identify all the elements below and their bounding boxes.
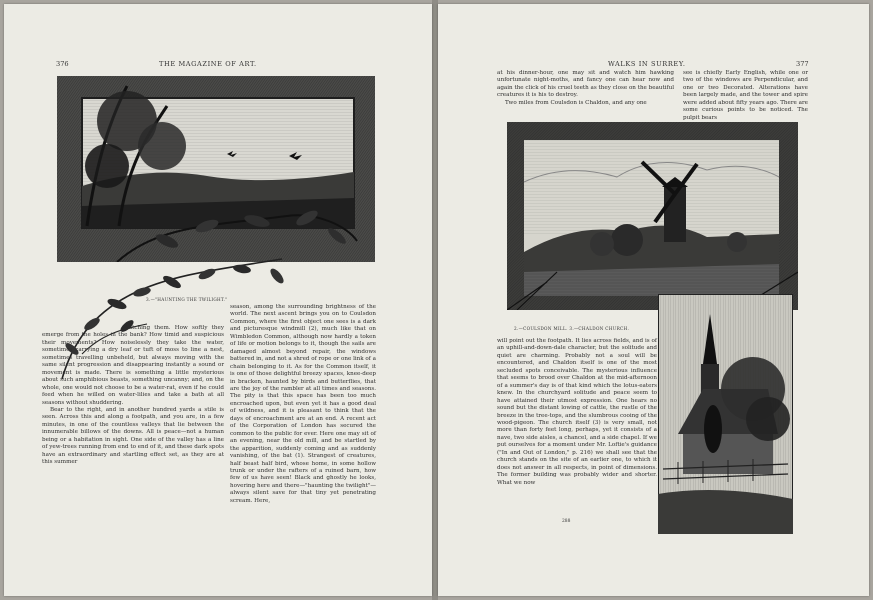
top-left-text	[497, 70, 674, 107]
twilight-engraving	[57, 76, 375, 262]
column-left-text	[42, 325, 224, 467]
left-page	[4, 4, 432, 596]
paragraph: watching them. How softly they emerge from the holes in the bank? How timid and suspicious their movements? How noiselessly they take the water, sometimes carrying a dry leaf or tuft of moss to line a nest, sometimes travelling unbeheld, but always moving with the same silent progression and disappearing instantly a sound or movement is made. There is something a little mysterious about such amphibious beasts, something uncanny; and, on the whole, one would not choose to be a water-rat, even if he could feed when he willed on water-lilies and take a bath at all seasons without shuddering.	[42, 325, 224, 406]
figure-caption-left: 3.—"HAUNTING THE TWILIGHT."	[146, 297, 228, 302]
paragraph: see is chiefly Early English, while one or two of the windows are Perpendicular, and one or two Decorated. Alterations have been largely made, and the tower and spire were added about fifty years ago. There are some curious points to be noticed. The pulpit bears	[683, 70, 808, 121]
church-engraving	[658, 294, 793, 534]
running-head-right: WALKS IN SURREY.	[608, 60, 686, 68]
page-number-right: 377	[796, 60, 809, 68]
right-page	[438, 4, 869, 596]
running-head-left: THE MAGAZINE OF ART.	[159, 60, 257, 68]
paragraph: season, among the surrounding brightness of the world. The next ascent brings you on to Coulsdon Common, where the first object one sees is a dark and picturesque windmill (2), much like that on Wimbledon Common, although now hardly a token of life or motion belongs to it, though the sails are damaged almost beyond repair, the windows battered in, and not a shred of rope or one link of a chain belonging to it. As for the Common itself, it is one of those delightful breezy spaces, knee-deep in bracken, haunted by birds and butterflies, that are the joy of the rambler at all times and seasons. The pity is that this space has been too much encroached upon, but even yet it has a good deal of wildness, and it is pleasant to think that the days of encroachment are at an end. A recent act of the Corporation of London has secured the common to the public for ever. Here one may sit of an evening, near the old mill, and be startled by the apparition, suddenly coming and as suddenly vanishing, of the bat (1). Strangest of creatures, half beast half bird, whose home, in some hollow trunk or under the rafters of a ruined barn, how few of us have seen! Black and ghostly he looks, hovering here and there—"haunting the twilight"—always silent save for that tiny yet penetrating scream. Here,	[230, 304, 376, 504]
paragraph: will point out the footpath. It lies across fields, and is of an uphill-and-down-dale character, but the solitude and quiet are charming. Probably not a soul will be encountered, and Chaldon itself is one of the most secluded spots conceivable. The mysterious influence that seems to brood over Chaldon at the mid-afternoon of a summer's day is of that kind which the lotus-eaters knew. In the churchyard solitude and peace seem to have attained their utmost expression. One hears no sound but the distant lowing of cattle, the rustle of the breeze in the tree-tops, and the slumbrous cooing of the wood-pigeon. The church itself (3) is very small, not more than forty feet long, perhaps, yet it consists of a nave, two side aisles, a chancel, and a side chapel. If we put ourselves for a moment under Mr. Loftie's guidance ("In and Out of London," p. 216) we shall see that the church stands on the site of an earlier one, to which it does not answer in all respects, in point of dimensions. The former building was probably wider and shorter. What we now	[497, 338, 657, 486]
figure-caption-right: 2.—COULSDON MILL. 3.—CHALDON CHURCH.	[514, 326, 630, 331]
windmill-engraving	[507, 122, 798, 310]
column-right-text	[230, 304, 376, 505]
paragraph: Two miles from Coulsdon is Chaldon, and any one	[505, 99, 647, 106]
page-number-left: 376	[56, 60, 69, 68]
signature-mark: 288	[562, 519, 571, 524]
column-main-text	[497, 338, 657, 487]
paragraph: Bear to the right, and in another hundred yards a stile is seen. Across this and along a footpath, and you are, in a few minutes, in one of the countless valleys that lie between the innumerable billows of the downs. All is peace—not a human being or a habitation in sight. One side of the valley has a line of yew-trees running from end to end of it, and these dark spots have an extraordinary and startling effect set, as they are at this summer	[42, 406, 224, 466]
paragraph: at his dinner-hour, one may sit and watch him hawking unfortunate night-moths, and fancy one can hear now and again the click of his cruel teeth as they close on the beautiful creatures it is his to destroy.	[497, 70, 674, 99]
top-right-text	[683, 70, 808, 122]
